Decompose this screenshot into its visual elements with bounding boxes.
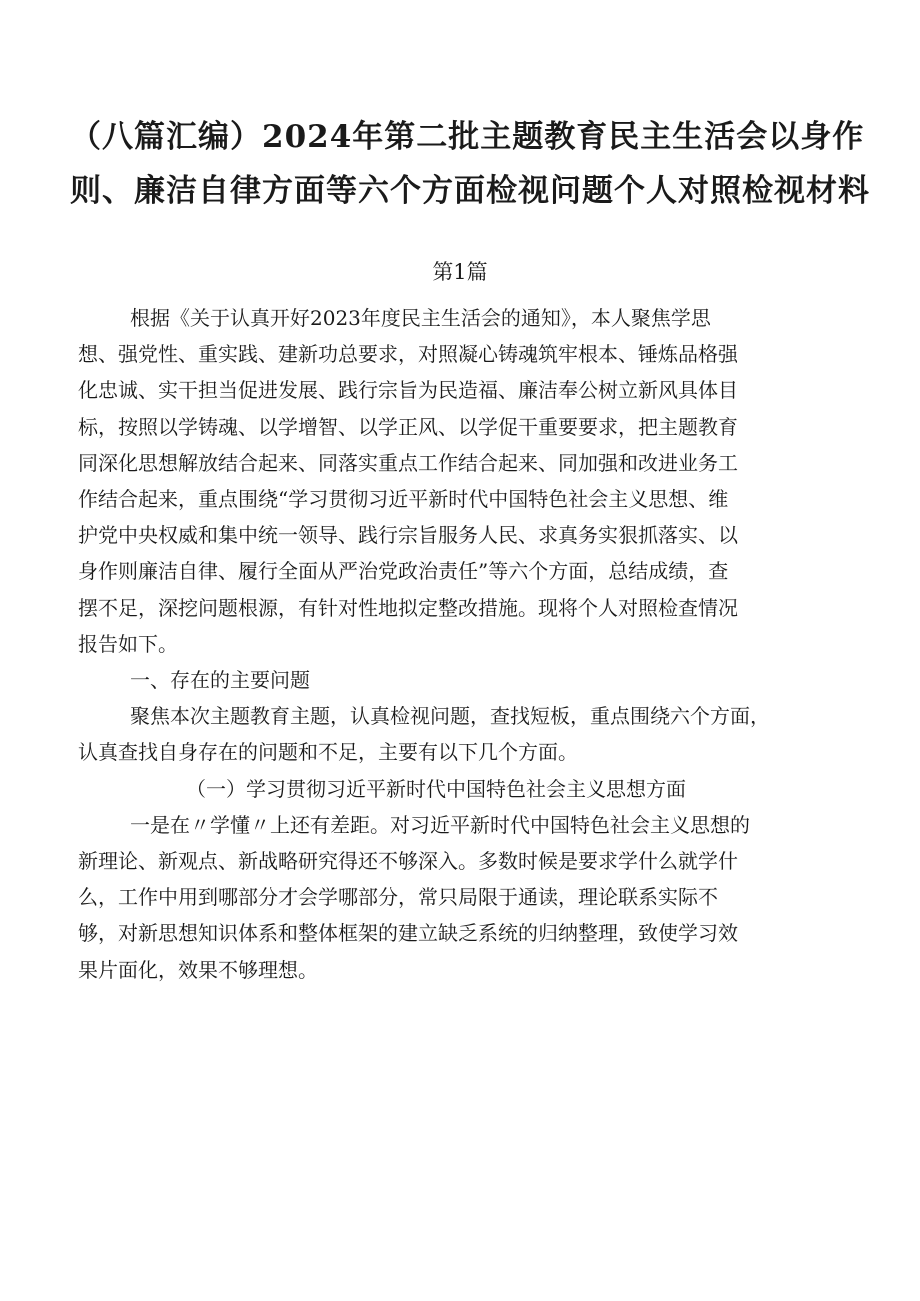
section-heading: 一、存在的主要问题: [130, 668, 310, 693]
text-line: 够，对新思想知识体系和整体框架的建立缺乏系统的归纳整理，致使学习效: [78, 921, 738, 946]
text-line: 一是在〃学懂〃上还有差距。对习近平新时代中国特色社会主义思想的: [130, 812, 750, 837]
document-body: [78, 300, 868, 988]
text-line: 聚焦本次主题教育主题，认真检视问题，查找短板，重点围绕六个方面，: [130, 704, 770, 729]
intro-paragraph: [78, 300, 868, 662]
article-heading: 第1篇: [432, 260, 488, 284]
title-line: （八篇汇编）2024年第二批主题教育民主生活会以身作: [70, 119, 865, 155]
title-line: 则、廉洁自律方面等六个方面检视问题个人对照检视材料: [70, 173, 870, 209]
text-line: 新理论、新观点、新战略研究得还不够深入。多数时候是要求学什么就学什: [78, 849, 738, 874]
text-line: 摆不足，深挖问题根源，有针对性地拟定整改措施。现将个人对照检查情况: [78, 595, 738, 620]
text-line: 报告如下。: [78, 631, 178, 656]
text-line: 身作则廉洁自律、履行全面从严治党政治责任”等六个方面，总结成绩，查: [78, 559, 729, 584]
section-paragraph: [78, 698, 868, 770]
text-line: 同深化思想解放结合起来、同落实重点工作结合起来、同加强和改进业务工: [78, 450, 738, 475]
text-line: 根据《关于认真开好2023年度民主生活会的通知》，本人聚焦学思: [130, 306, 711, 330]
text-line: 护党中央权威和集中统一领导、践行宗旨服务人民、求真务实狠抓落实、以: [78, 523, 738, 548]
text-line: 化忠诚、实干担当促进发展、践行宗旨为民造福、廉洁奉公树立新风具体目: [78, 378, 738, 403]
document-title: [70, 110, 870, 218]
text-line: 标，按照以学铸魂、以学增智、以学正风、以学促干重要要求，把主题教育: [78, 414, 738, 439]
text-line: 作结合起来，重点围绕“学习贯彻习近平新时代中国特色社会主义思想、维: [78, 487, 729, 512]
point-paragraph: [78, 807, 868, 988]
text-line: 么，工作中用到哪部分才会学哪部分，常只局限于通读，理论联系实际不: [78, 885, 718, 910]
text-line: 想、强党性、重实践、建新功总要求，对照凝心铸魂筑牢根本、锤炼品格强: [78, 342, 738, 367]
text-line: 认真查找自身存在的问题和不足，主要有以下几个方面。: [78, 740, 578, 765]
text-line: 果片面化，效果不够理想。: [78, 957, 318, 982]
subsection-heading: （一）学习贯彻习近平新时代中国特色社会主义思想方面: [186, 776, 686, 801]
